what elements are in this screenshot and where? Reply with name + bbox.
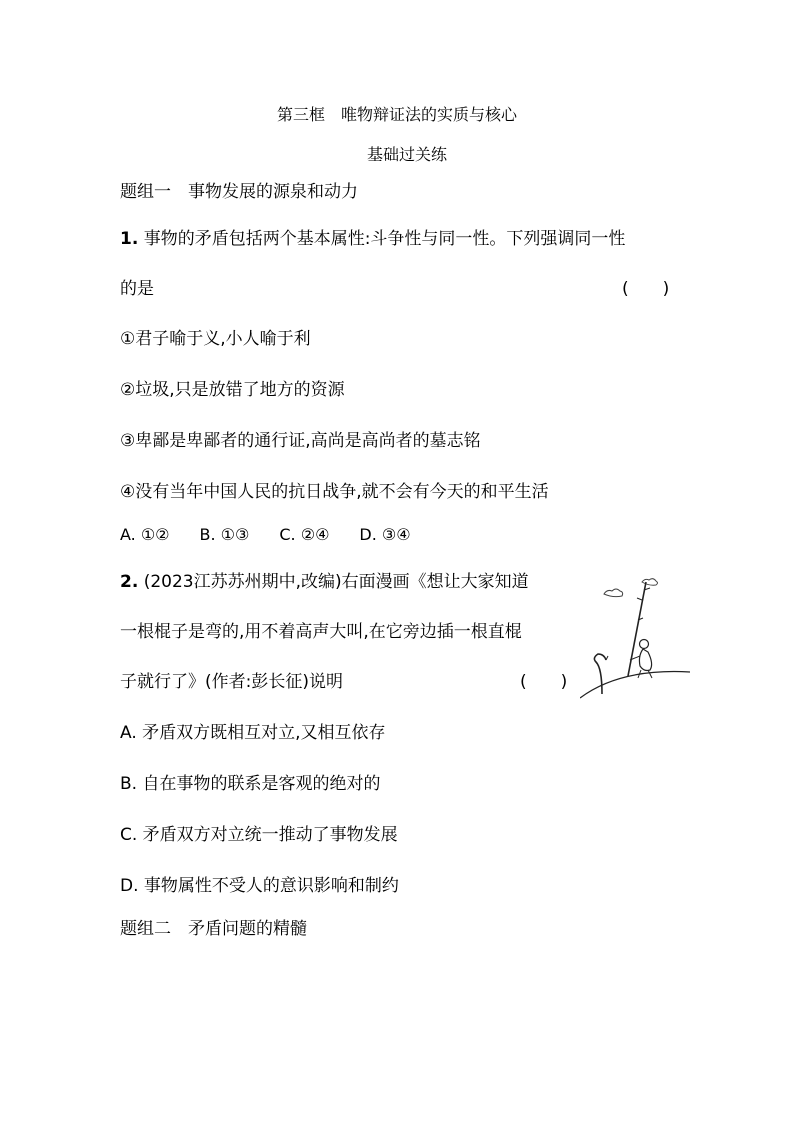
q2-answer-paren[interactable]: ( ) [520,672,568,692]
figure-head [640,640,649,649]
q1-stem-line2: 的是 [120,279,154,299]
q2-number: 2. [120,572,139,592]
q1-stem-line1 [120,228,625,250]
q2-option-d[interactable]: D. 事物属性不受人的意识影响和制约 [120,876,399,896]
cloud-right [642,579,658,585]
q1-option-b[interactable]: B. ①③ [199,525,250,544]
q1-item-4: ④没有当年中国人民的抗日战争,就不会有今天的和平生活 [120,482,549,502]
q1-option-a[interactable]: A. ①② [120,525,170,544]
q1-item-2: ②垃圾,只是放错了地方的资源 [120,380,345,400]
page-title: 第三框 唯物辩证法的实质与核心 [276,105,517,124]
group-one-label: 题组一 事物发展的源泉和动力 [120,182,358,202]
q1-item-1: ①君子喻于义,小人喻于利 [120,329,311,349]
cloud-left [604,589,623,597]
q1-option-c[interactable]: C. ②④ [279,525,330,544]
q1-item-3: ③卑鄙是卑鄙者的通行证,高尚是高尚者的墓志铭 [120,431,481,451]
figure-body [639,649,651,671]
q2-stem-line3: 子就行了》(作者:彭长征)说明 [120,672,343,692]
q1-option-d[interactable]: D. ③④ [359,525,411,544]
q2-option-b[interactable]: B. 自在事物的联系是客观的绝对的 [120,774,381,794]
q2-stem-text1: (2023江苏苏州期中,改编)右面漫画《想让大家知道 [143,572,529,592]
hill [580,672,690,698]
q1-options [120,524,441,546]
section-subtitle: 基础过关练 [366,145,447,164]
q1-answer-paren[interactable]: ( ) [622,279,670,299]
straight-stick [628,582,646,676]
q2-option-c[interactable]: C. 矛盾双方对立统一推动了事物发展 [120,825,398,845]
cartoon-illustration [580,576,690,700]
q2-option-a[interactable]: A. 矛盾双方既相互对立,又相互依存 [120,723,386,743]
q1-stem-text1: 事物的矛盾包括两个基本属性:斗争性与同一性。下列强调同一性 [143,229,626,249]
q2-stem-line2: 一根棍子是弯的,用不着高声大叫,在它旁边插一根直棍 [120,622,522,642]
q1-number: 1. [120,229,139,249]
q2-stem-line1 [120,571,529,593]
group-two-label: 题组二 矛盾问题的精髓 [120,919,307,939]
